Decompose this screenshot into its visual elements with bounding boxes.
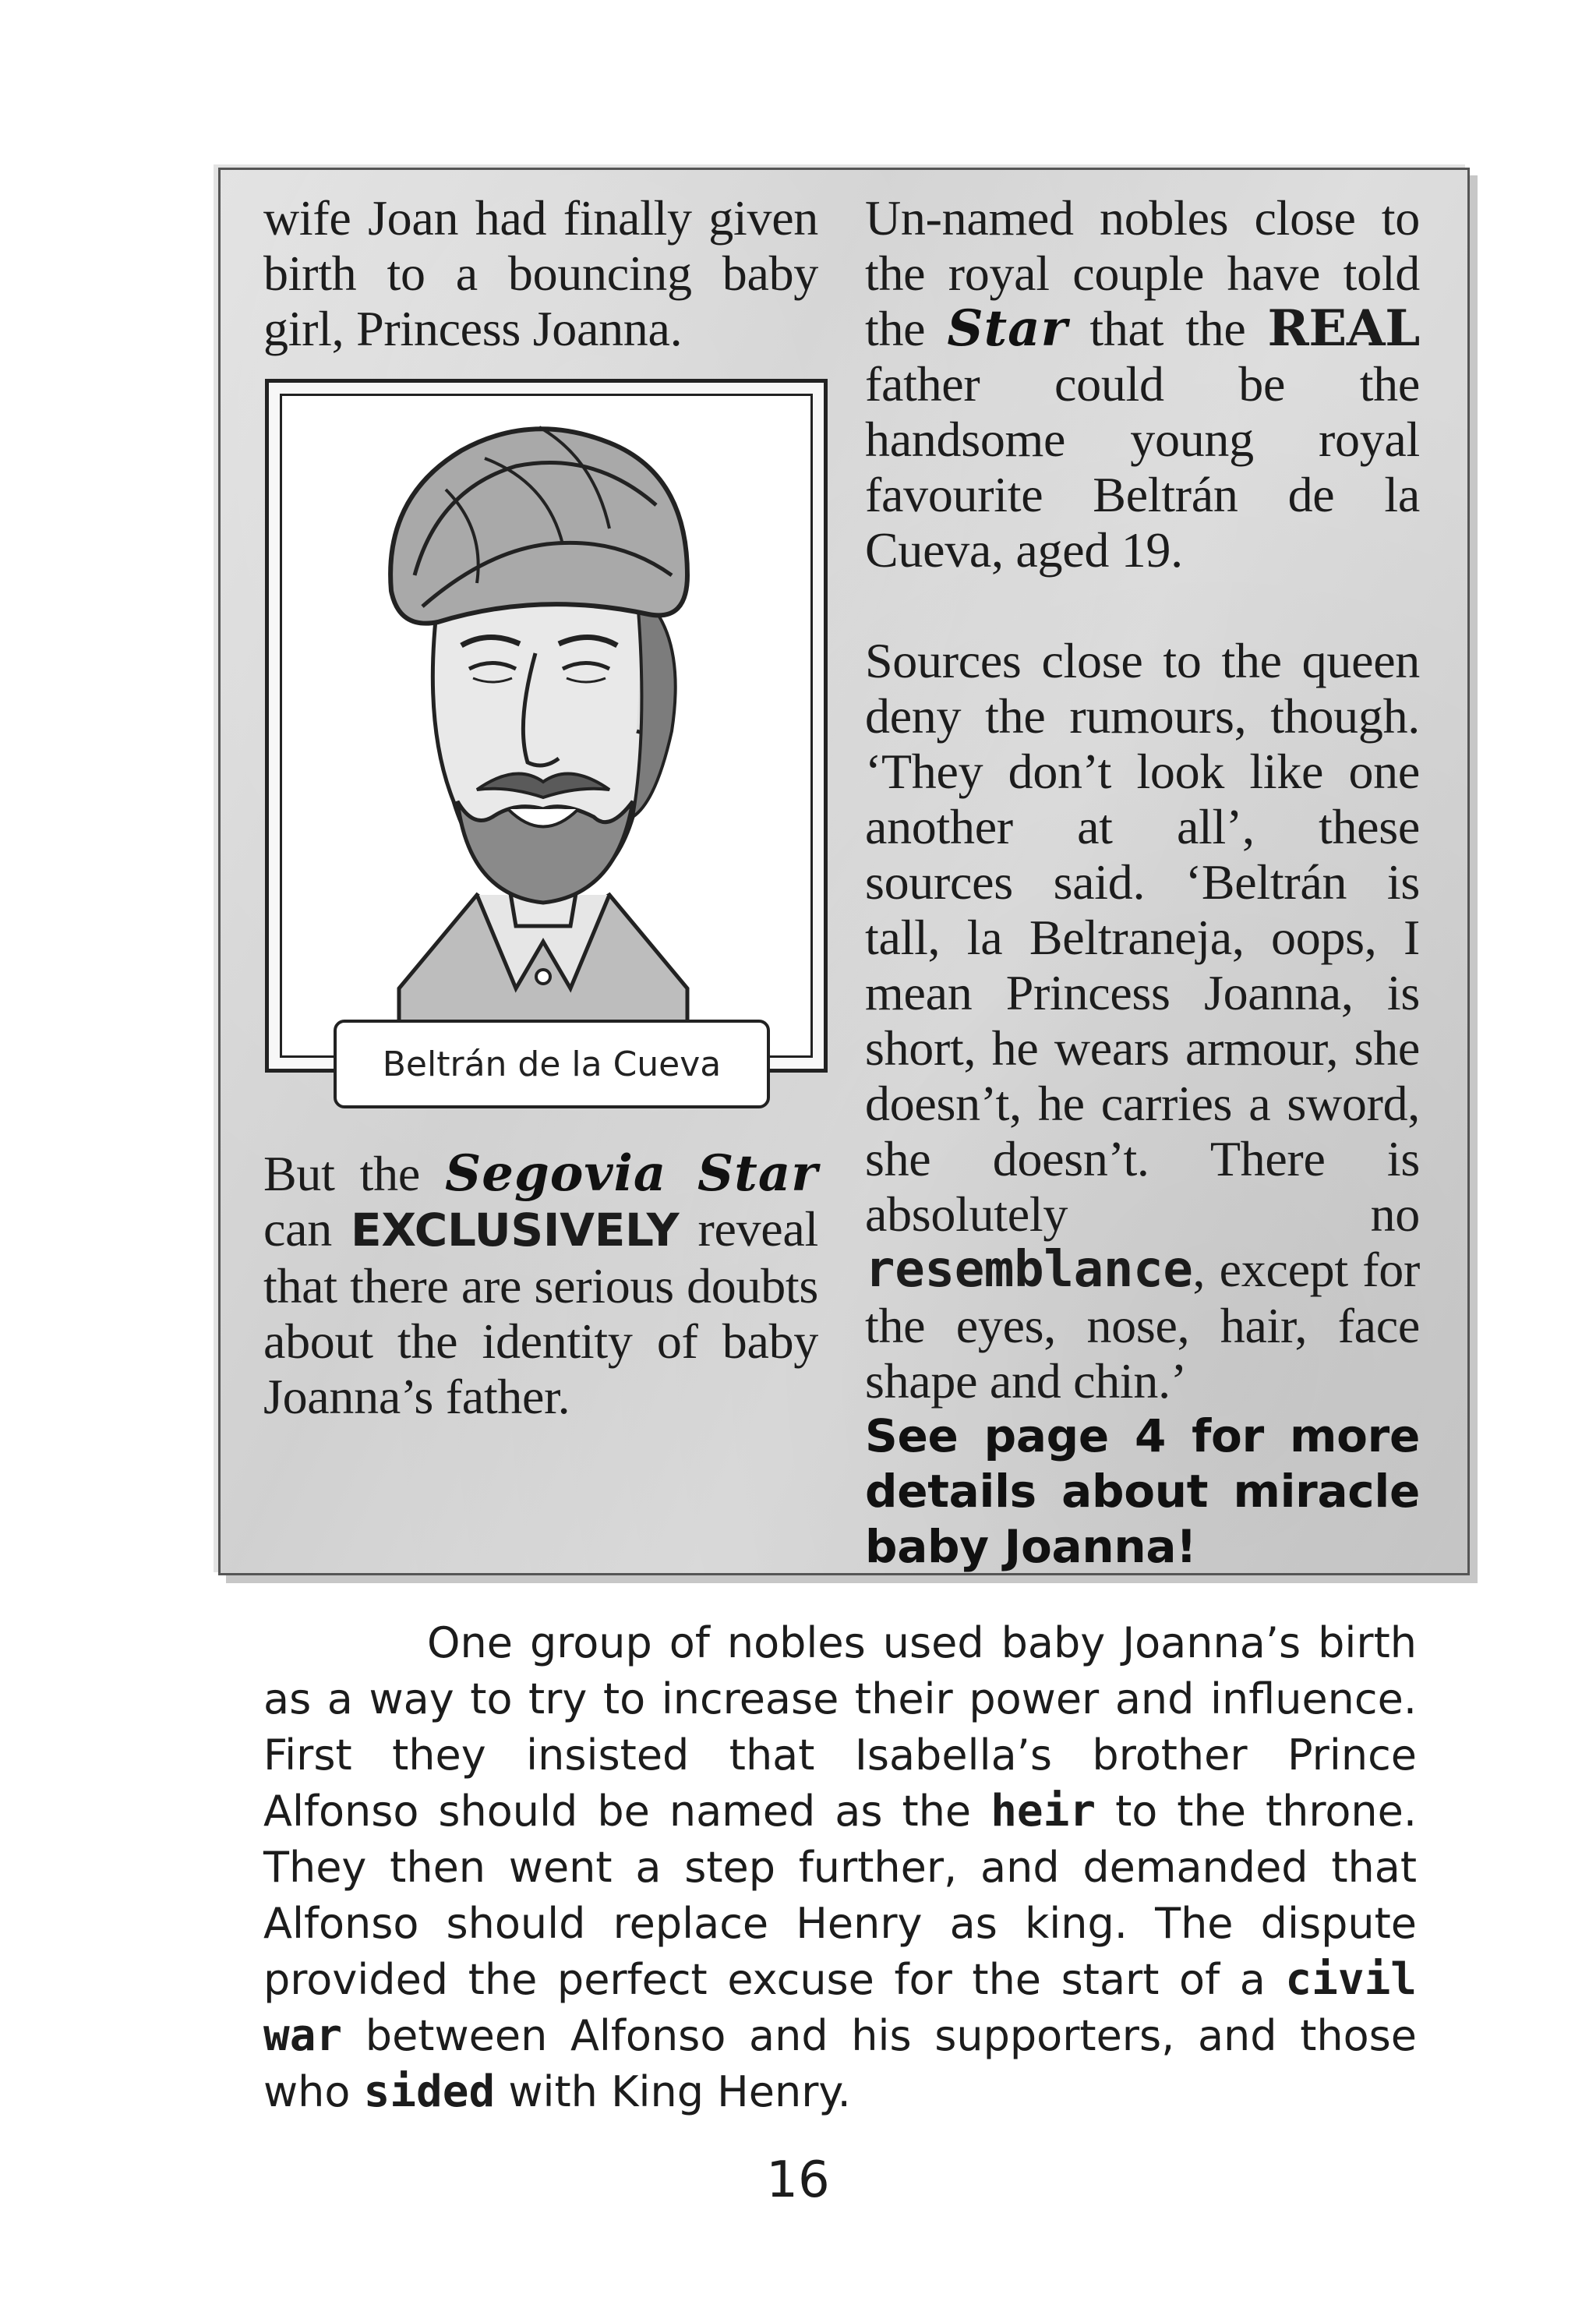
portrait-illustration bbox=[280, 394, 813, 1058]
right-column-paragraph-1: Un-named nobles close to the royal couple have told the Star that the REAL father could be the handsome young royal favourite Beltrán de la Cueva, aged 19. bbox=[865, 190, 1420, 578]
left-column-top bbox=[263, 190, 818, 356]
portrait-frame bbox=[265, 379, 828, 1073]
paper-name-star: Star bbox=[947, 299, 1068, 358]
page-number: 16 bbox=[766, 2151, 830, 2209]
portrait-caption: Beltrán de la Cueva bbox=[334, 1020, 770, 1108]
left-column-top-text: wife Joan had finally given birth to a bouncing baby girl, Princess Joanna. bbox=[263, 190, 818, 356]
left-column-bottom-text: But the Segovia Star can EXCLUSIVELY reveal that there are serious doubts about the identity of baby Joanna’s father. bbox=[263, 1144, 819, 1424]
body-paragraph bbox=[263, 1615, 1417, 2120]
keyword-civil-war: civil war bbox=[263, 1954, 1417, 2061]
resemblance-keyword: resemblance bbox=[865, 1241, 1193, 1299]
body-paragraph-text: One group of nobles used baby Joanna’s birth as a way to try to increase their power and influence. First they insisted that Isabella’s brother Prince Alfonso should be named as the heir to the throne. They then went a step further, and demanded that Alfonso should replace Henry as king. The dispute provided the perfect excuse for the start of a civil war between Alfonso and his supporters, and those who sided with King Henry. bbox=[263, 1618, 1418, 2117]
keyword-sided: sided bbox=[363, 2066, 496, 2117]
keyword-heir: heir bbox=[990, 1786, 1096, 1837]
left-column-bottom bbox=[263, 1146, 818, 1424]
beltran-portrait-drawing bbox=[282, 396, 806, 1051]
exclusively-word: EXCLUSIVELY bbox=[351, 1204, 680, 1257]
paper-name-segovia-star: Segovia Star bbox=[445, 1144, 819, 1203]
right-column bbox=[865, 190, 1420, 1575]
page-4-callout: See page 4 for more details about miracle baby Joanna! bbox=[865, 1409, 1420, 1573]
real-word: REAL bbox=[1267, 299, 1420, 358]
right-column-paragraph-2: Sources close to the queen deny the rumours, though. ‘They don’t look like one another at all’, these sources said. ‘Beltrán is tall, la Beltraneja, oops, I mean Princess Joanna, is short, he wears armour, she doesn’t, he carries a sword, she doesn’t. There is absolutely no resemblance, except for the eyes, nose, hair, face shape and chin.’ bbox=[865, 633, 1420, 1409]
